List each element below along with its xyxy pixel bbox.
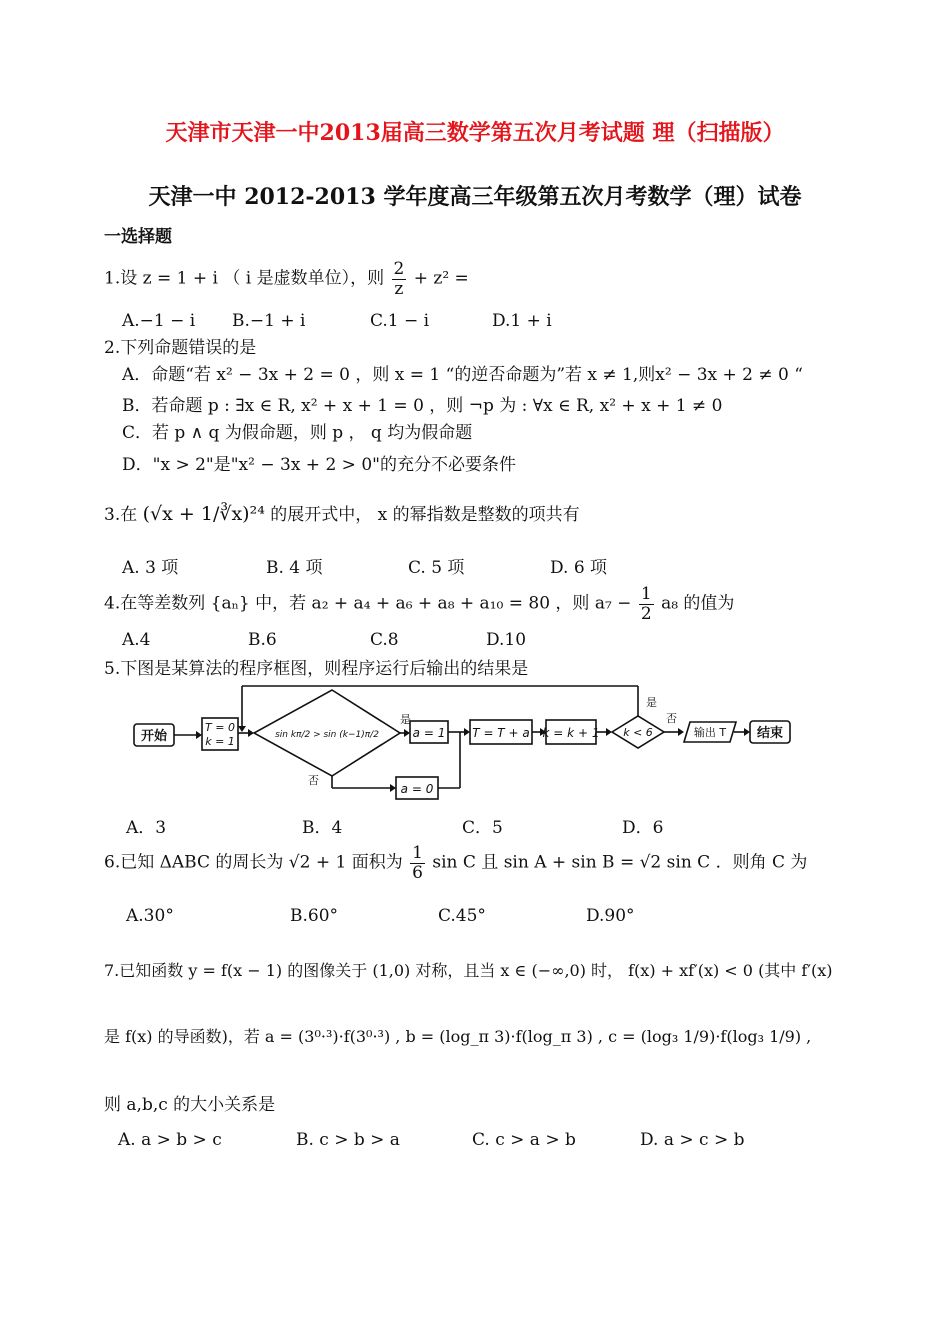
q1-option-a: A.−1 − i — [122, 311, 196, 331]
question-1 — [104, 260, 469, 298]
q1-option-b: B.−1 + i — [232, 311, 306, 331]
q4-fraction: $\frac{1}{2}$ — [640, 584, 652, 624]
flow-loop-yes-label: 是 — [646, 696, 657, 709]
q1-stem-b: + z² = — [413, 268, 469, 289]
q4-option-b: B.6 — [248, 630, 277, 650]
q2-option-a: A．命题“若 x² − 3x + 2 = 0 ，则 x = 1 “的逆否命题为”若 x ≠ 1,则x² − 3x + 2 ≠ 0 “ — [122, 365, 803, 385]
flow-end-label: 结束 — [756, 726, 784, 741]
q1-option-c: C.1 − i — [370, 311, 430, 331]
section-heading: 一选择题 — [104, 227, 172, 247]
flow-a0-label: a = 0 — [400, 782, 434, 796]
q3-stem-a: 3.在 — [104, 505, 138, 525]
q6-stem-a: 6.已知 ΔABC 的周长为 √2 + 1 面积为 — [104, 852, 403, 873]
q3-option-d: D. 6 项 — [550, 558, 608, 578]
q1-stem-a: 1.设 z = 1 + i （ i 是虚数单位），则 — [104, 268, 385, 289]
q6-stem-b: sin C 且 sin A + sin B = √2 sin C ．则角 C 为 — [432, 852, 808, 873]
q6-option-b: B.60° — [290, 906, 339, 926]
flow-start-label: 开始 — [140, 729, 168, 744]
q5-option-d: D．6 — [622, 818, 664, 838]
question-7-line-3: 则 a,b,c 的大小关系是 — [104, 1095, 276, 1115]
q3-option-c: C. 5 项 — [408, 558, 465, 578]
q1-option-d: D.1 + i — [492, 311, 552, 331]
page-title: 天津一中 2012-2013 学年度高三年级第五次月考数学（理）试卷 — [148, 184, 802, 210]
q7-option-b: B. c > b > a — [296, 1130, 400, 1150]
flow-no-label: 否 — [308, 774, 319, 787]
q6-option-d: D.90° — [586, 906, 635, 926]
flow-condition-label: sin kπ/2 > sin (k−1)π/2 — [275, 730, 379, 740]
q1-fraction: $\frac{2}{z}$ — [393, 259, 405, 299]
flow-k-condition-label: k < 6 — [623, 726, 653, 739]
q5-option-a: A．3 — [126, 818, 167, 838]
flow-k-update-label: k = k + 1 — [542, 726, 600, 740]
q4-option-d: D.10 — [486, 630, 527, 650]
flow-exit-no-label: 否 — [666, 712, 677, 725]
q4-stem-b: a₈ 的值为 — [661, 593, 735, 614]
q6-option-c: C.45° — [438, 906, 486, 926]
flow-output-label: 输出 T — [693, 726, 727, 739]
q3-expression: (√x + 1/∛x)²⁴ — [142, 503, 265, 525]
flow-t-update-label: T = T + a — [472, 726, 530, 740]
question-2: 2.下列命题错误的是 — [104, 338, 257, 358]
q2-option-b: B．若命题 p : ∃x ∈ R, x² + x + 1 = 0 ，则 ¬p 为 : ∀x ∈ R, x² + x + 1 ≠ 0 — [122, 396, 723, 416]
question-7-line-2: 是 f(x) 的导函数)，若 a = (3⁰·³)·f(3⁰·³) , b = (log_π 3)·f(log_π 3) , c = (log₃ 1/9)·f(log₃ 1/9) , — [104, 1027, 812, 1046]
question-7-line-1: 7.已知函数 y = f(x − 1) 的图像关于 (1,0) 对称，且当 x ∈ (−∞,0) 时， f(x) + xf′(x) < 0 (其中 f′(x) — [104, 961, 833, 980]
question-6 — [104, 844, 807, 882]
question-3 — [104, 500, 580, 525]
q4-stem-a: 4.在等差数列 {aₙ} 中，若 a₂ + a₄ + a₆ + a₈ + a₁₀ = 80 ，则 a₇ − — [104, 593, 632, 614]
q2-option-d: D．"x > 2"是"x² − 3x + 2 > 0"的充分不必要条件 — [122, 455, 516, 475]
flow-a1-label: a = 1 — [412, 726, 446, 740]
q7-option-d: D. a > c > b — [640, 1130, 745, 1150]
flow-init-k: k = 1 — [205, 735, 235, 748]
q3-stem-b: 的展开式中， x 的幂指数是整数的项共有 — [270, 505, 580, 525]
q5-option-c: C．5 — [462, 818, 503, 838]
q3-option-a: A. 3 项 — [122, 558, 179, 578]
q2-option-c: C．若 p ∧ q 为假命题，则 p ， q 均为假命题 — [122, 423, 473, 443]
q4-option-a: A.4 — [122, 630, 151, 650]
q7-option-c: C. c > a > b — [472, 1130, 576, 1150]
red-title: 天津市天津一中2013届高三数学第五次月考试题 理（扫描版） — [165, 120, 785, 146]
q6-fraction: $\frac{1}{6}$ — [412, 843, 423, 883]
q6-option-a: A.30° — [126, 906, 174, 926]
q5-option-b: B．4 — [302, 818, 343, 838]
flow-init-t: T = 0 — [205, 721, 235, 734]
q4-option-c: C.8 — [370, 630, 399, 650]
q7-option-a: A. a > b > c — [118, 1130, 222, 1150]
question-4 — [104, 585, 734, 623]
flow-yes-label: 是 — [400, 713, 411, 726]
question-5: 5.下图是某算法的程序框图，则程序运行后输出的结果是 — [104, 659, 529, 679]
flowchart — [130, 684, 800, 804]
q3-option-b: B. 4 项 — [266, 558, 323, 578]
